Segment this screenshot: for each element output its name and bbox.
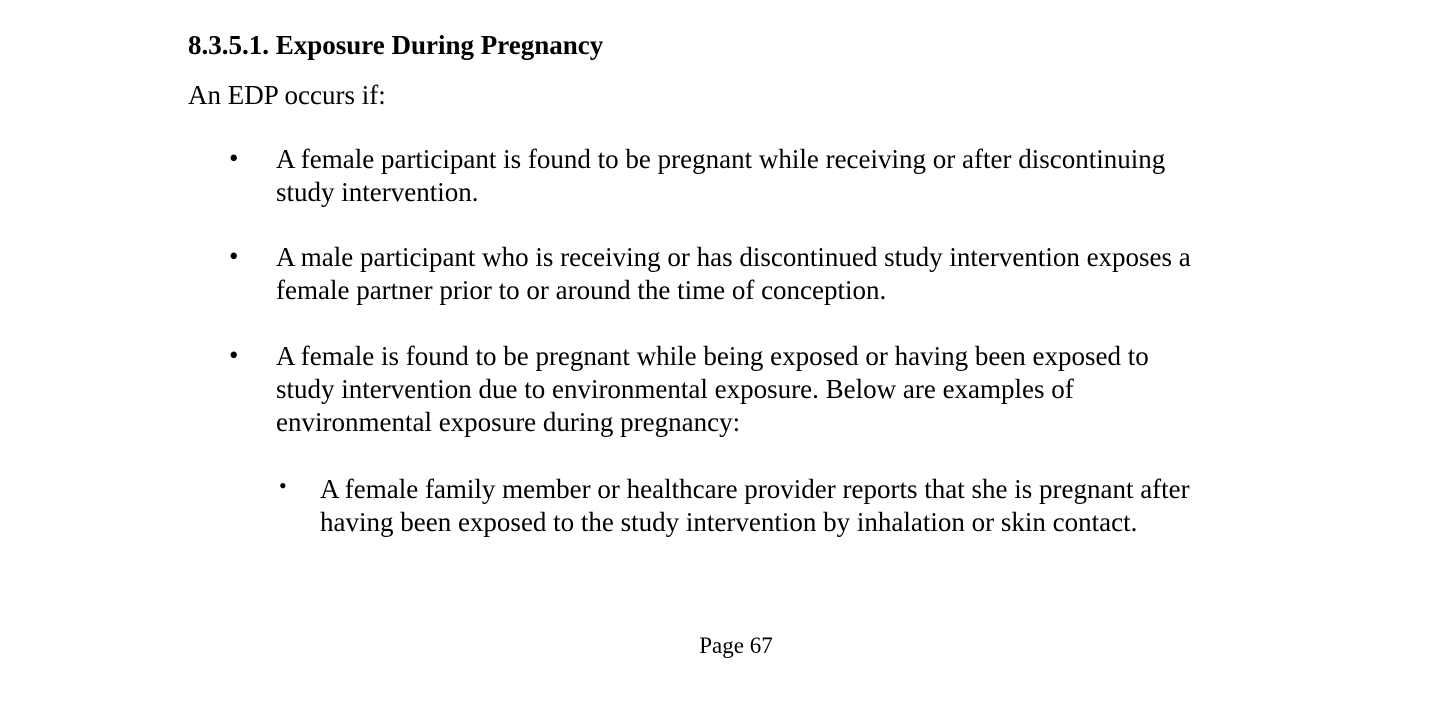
sub-bullet-icon: • <box>279 473 287 498</box>
bullet-icon: • <box>229 340 239 370</box>
bullet-icon: • <box>229 241 239 271</box>
list-item <box>276 340 1149 439</box>
list-item-line: environmental exposure during pregnancy: <box>276 407 741 437</box>
list-item-line: A female is found to be pregnant while being exposed or having been exposed to <box>276 341 1149 371</box>
list-item <box>276 143 1165 209</box>
list-item <box>276 241 1191 307</box>
section-heading: 8.3.5.1. Exposure During Pregnancy <box>188 30 604 60</box>
list-item-line: A female participant is found to be pregnant while receiving or after discontinuing <box>276 144 1166 174</box>
list-item-line: study intervention. <box>276 177 479 207</box>
page-number: Page 67 <box>699 633 773 658</box>
intro-text: An EDP occurs if: <box>188 80 386 110</box>
list-item-line: female partner prior to or around the time of conception. <box>276 275 887 305</box>
list-item-line: A male participant who is receiving or has discontinued study intervention exposes a <box>276 242 1191 272</box>
list-item-line: A female family member or healthcare provider reports that she is pregnant after <box>320 474 1190 504</box>
list-item-line: study intervention due to environmental exposure. Below are examples of <box>276 374 1074 404</box>
bullet-icon: • <box>229 143 239 173</box>
sub-list-item <box>320 473 1190 539</box>
list-item-line: having been exposed to the study intervention by inhalation or skin contact. <box>320 507 1138 537</box>
